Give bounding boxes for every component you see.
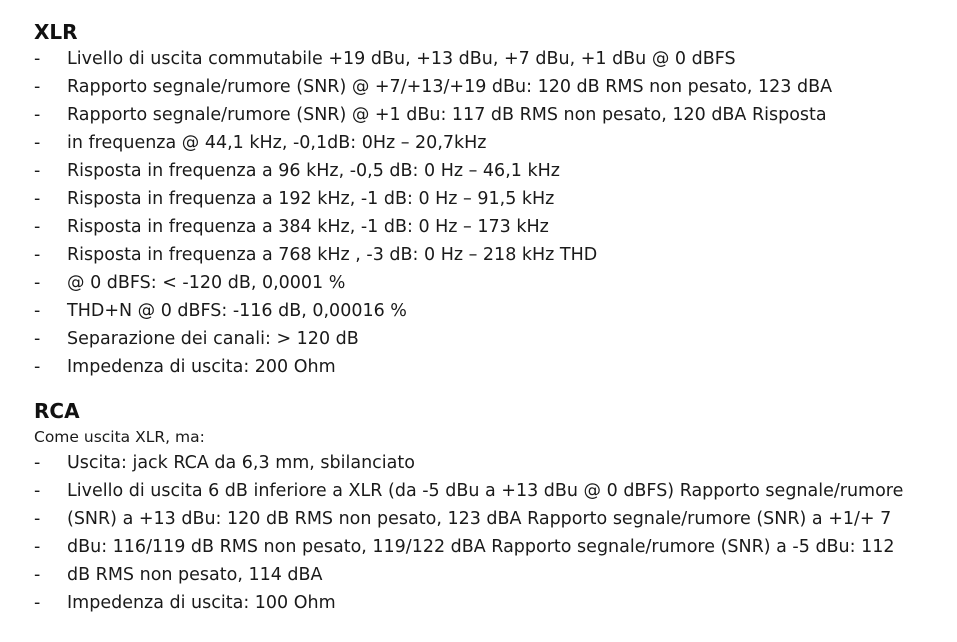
- list-item-text: Impedenza di uscita: 100 Ohm: [67, 593, 336, 613]
- bullet-dash: -: [34, 273, 41, 293]
- list-item: [34, 185, 947, 213]
- list-item: [34, 269, 947, 297]
- bullet-dash: -: [34, 49, 41, 69]
- list-item-text: (SNR) a +13 dBu: 120 dB RMS non pesato, 123 dBA Rapporto segnale/rumore (SNR) a +1/+ 7: [67, 509, 892, 529]
- list-item-text: Separazione dei canali: > 120 dB: [67, 329, 359, 349]
- bullet-dash: -: [34, 509, 41, 529]
- list-item-text: Rapporto segnale/rumore (SNR) @ +1 dBu: 117 dB RMS non pesato, 120 dBA Risposta: [67, 105, 827, 125]
- list-item-text: Risposta in frequenza a 768 kHz , -3 dB: 0 Hz – 218 kHz THD: [67, 245, 598, 265]
- bullet-dash: -: [34, 105, 41, 125]
- list-item: [34, 561, 947, 589]
- rca-section-heading: RCA: [34, 399, 80, 423]
- list-item-text: Livello di uscita 6 dB inferiore a XLR (da -5 dBu a +13 dBu @ 0 dBFS) Rapporto segnale/rumore: [67, 481, 904, 501]
- list-item: [34, 449, 947, 477]
- list-item-text: @ 0 dBFS: < -120 dB, 0,0001 %: [67, 273, 346, 293]
- rca-intro-text: Come uscita XLR, ma:: [34, 428, 205, 446]
- list-item-text: Rapporto segnale/rumore (SNR) @ +7/+13/+19 dBu: 120 dB RMS non pesato, 123 dBA: [67, 77, 833, 97]
- bullet-dash: -: [34, 593, 41, 613]
- list-item-text: dB RMS non pesato, 114 dBA: [67, 565, 323, 585]
- bullet-dash: -: [34, 329, 41, 349]
- xlr-spec-list: [34, 45, 947, 381]
- list-item-text: Uscita: jack RCA da 6,3 mm, sbilanciato: [67, 453, 415, 473]
- xlr-section-heading: XLR: [34, 20, 78, 44]
- list-item: [34, 241, 947, 269]
- list-item: [34, 101, 947, 129]
- list-item: [34, 325, 947, 353]
- rca-spec-list: [34, 449, 947, 617]
- list-item-text: in frequenza @ 44,1 kHz, -0,1dB: 0Hz – 20,7kHz: [67, 133, 487, 153]
- bullet-dash: -: [34, 245, 41, 265]
- list-item: [34, 477, 947, 505]
- list-item: [34, 213, 947, 241]
- bullet-dash: -: [34, 453, 41, 473]
- list-item-text: Risposta in frequenza a 96 kHz, -0,5 dB: 0 Hz – 46,1 kHz: [67, 161, 560, 181]
- list-item: [34, 505, 947, 533]
- bullet-dash: -: [34, 161, 41, 181]
- bullet-dash: -: [34, 133, 41, 153]
- list-item: [34, 129, 947, 157]
- list-item: [34, 533, 947, 561]
- list-item-text: THD+N @ 0 dBFS: -116 dB, 0,00016 %: [67, 301, 407, 321]
- list-item: [34, 589, 947, 617]
- bullet-dash: -: [34, 217, 41, 237]
- list-item-text: dBu: 116/119 dB RMS non pesato, 119/122 dBA Rapporto segnale/rumore (SNR) a -5 dBu: 112: [67, 537, 895, 557]
- list-item: [34, 157, 947, 185]
- list-item-text: Livello di uscita commutabile +19 dBu, +13 dBu, +7 dBu, +1 dBu @ 0 dBFS: [67, 49, 736, 69]
- bullet-dash: -: [34, 357, 41, 377]
- bullet-dash: -: [34, 189, 41, 209]
- list-item: [34, 297, 947, 325]
- list-item-text: Risposta in frequenza a 384 kHz, -1 dB: 0 Hz – 173 kHz: [67, 217, 549, 237]
- list-item: [34, 73, 947, 101]
- list-item-text: Risposta in frequenza a 192 kHz, -1 dB: 0 Hz – 91,5 kHz: [67, 189, 555, 209]
- list-item: [34, 353, 947, 381]
- list-item: [34, 45, 947, 73]
- bullet-dash: -: [34, 301, 41, 321]
- bullet-dash: -: [34, 565, 41, 585]
- list-item-text: Impedenza di uscita: 200 Ohm: [67, 357, 336, 377]
- bullet-dash: -: [34, 481, 41, 501]
- bullet-dash: -: [34, 537, 41, 557]
- spec-document: [34, 0, 947, 617]
- bullet-dash: -: [34, 77, 41, 97]
